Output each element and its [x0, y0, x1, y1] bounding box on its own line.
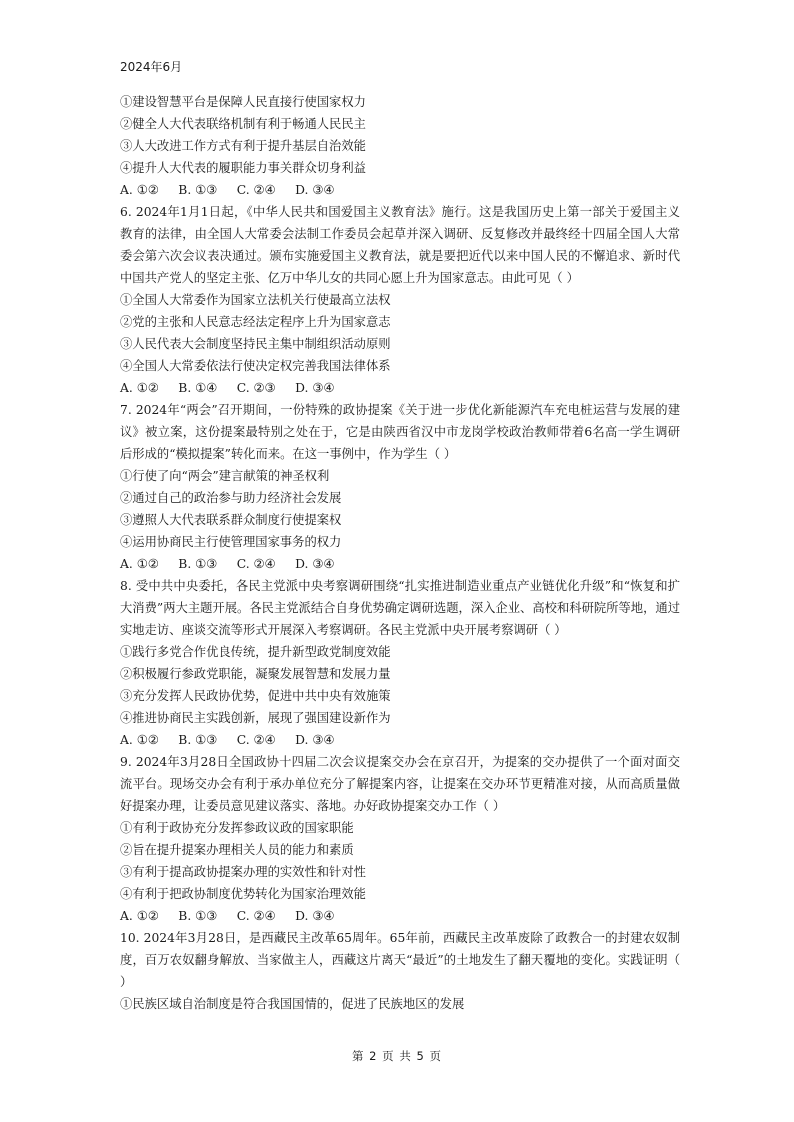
statement-item: ②健全人大代表联络机制有利于畅通人民民主 [120, 117, 366, 131]
statement-item: ①行使了向“两会”建言献策的神圣权利 [120, 469, 330, 483]
statement-item: ③遵照人大代表联系群众制度行使提案权 [120, 513, 342, 527]
statement-item: ③有利于提高政协提案办理的实效性和针对性 [120, 865, 366, 879]
statement-item: ③充分发挥人民政协优势，促进中共中央有效施策 [120, 689, 391, 703]
answer-options: A. ①② B. ①③ C. ②④ D. ③④ [120, 557, 335, 571]
statement-item: ④提升人大代表的履职能力事关群众切身利益 [120, 161, 366, 175]
statement-item: ④有利于把政协制度优势转化为国家治理效能 [120, 887, 366, 901]
statement-item: ①民族区域自治制度是符合我国国情的，促进了民族地区的发展 [120, 997, 465, 1011]
question-content [120, 91, 680, 1015]
statement-item: ①全国人大常委作为国家立法机关行使最高立法权 [120, 293, 391, 307]
question-stem: 7. 2024年“两会”召开期间，一份特殊的政协提案《关于进一步优化新能源汽车充电桩运营与发展的建议》被立案，这份提案最特别之处在于，它是由陕西省汉中市龙岗学校政治教师带着6名高一学生调研后形成的“模拟提案”转化而来。在这一事例中，作为学生（ ） [120, 403, 680, 461]
statement-item: ④推进协商民主实践创新，展现了强国建设新作为 [120, 711, 391, 725]
answer-options: A. ①② B. ①④ C. ②③ D. ③④ [120, 381, 335, 395]
statement-item: ①践行多党合作优良传统，提升新型政党制度效能 [120, 645, 391, 659]
statement-item: ③人大改进工作方式有利于提升基层自治效能 [120, 139, 366, 153]
page-footer: 第 2 页 共 5 页 [352, 1049, 442, 1063]
answer-options: A. ①② B. ①③ C. ②④ D. ③④ [120, 909, 335, 923]
statement-item: ①建设智慧平台是保障人民直接行使国家权力 [120, 95, 366, 109]
statement-item: ④运用协商民主行使管理国家事务的权力 [120, 535, 342, 549]
statement-item: ④全国人大常委依法行使决定权完善我国法律体系 [120, 359, 391, 373]
answer-options: A. ①② B. ①③ C. ②④ D. ③④ [120, 733, 335, 747]
question-stem: 10. 2024年3月28日，是西藏民主改革65周年。65年前，西藏民主改革废除了政教合一的封建农奴制度，百万农奴翻身解放、当家做主人，西藏这片离天“最近”的土地发生了翻天覆地的变化。实践证明（ ） [120, 931, 680, 989]
question-stem: 9. 2024年3月28日全国政协十四届二次会议提案交办会在京召开，为提案的交办提供了一个面对面交流平台。现场交办会有利于承办单位充分了解提案内容，让提案在交办环节更精准对接，从而高质量做好提案办理，让委员意见建议落实、落地。办好政协提案交办工作（ ） [120, 755, 680, 813]
question-stem: 8. 受中共中央委托，各民主党派中央考察调研围绕“扎实推进制造业重点产业链优化升级”和“恢复和扩大消费”两大主题开展。各民主党派结合自身优势确定调研选题，深入企业、高校和科研院所等地，通过实地走访、座谈交流等形式开展深入考察调研。各民主党派中央开展考察调研（ ） [120, 579, 680, 637]
statement-item: ③人民代表大会制度坚持民主集中制组织活动原则 [120, 337, 391, 351]
page-header-date: 2024年6月 [120, 60, 183, 74]
answer-options: A. ①② B. ①③ C. ②④ D. ③④ [120, 183, 335, 197]
question-stem: 6. 2024年1月1日起，《中华人民共和国爱国主义教育法》施行。这是我国历史上第一部关于爱国主义教育的法律，由全国人大常委会法制工作委员会起草并深入调研、反复修改并最终经十四届全国人大常委会第六次会议表决通过。颁布实施爱国主义教育法，就是要把近代以来中国人民的不懈追求、新时代中国共产党人的坚定主张、亿万中华儿女的共同心愿上升为国家意志。由此可见（ ） [120, 205, 680, 285]
statement-item: ②党的主张和人民意志经法定程序上升为国家意志 [120, 315, 391, 329]
statement-item: ②通过自己的政治参与助力经济社会发展 [120, 491, 342, 505]
statement-item: ②旨在提升提案办理相关人员的能力和素质 [120, 843, 354, 857]
statement-item: ②积极履行参政党职能，凝聚发展智慧和发展力量 [120, 667, 391, 681]
statement-item: ①有利于政协充分发挥参政议政的国家职能 [120, 821, 354, 835]
